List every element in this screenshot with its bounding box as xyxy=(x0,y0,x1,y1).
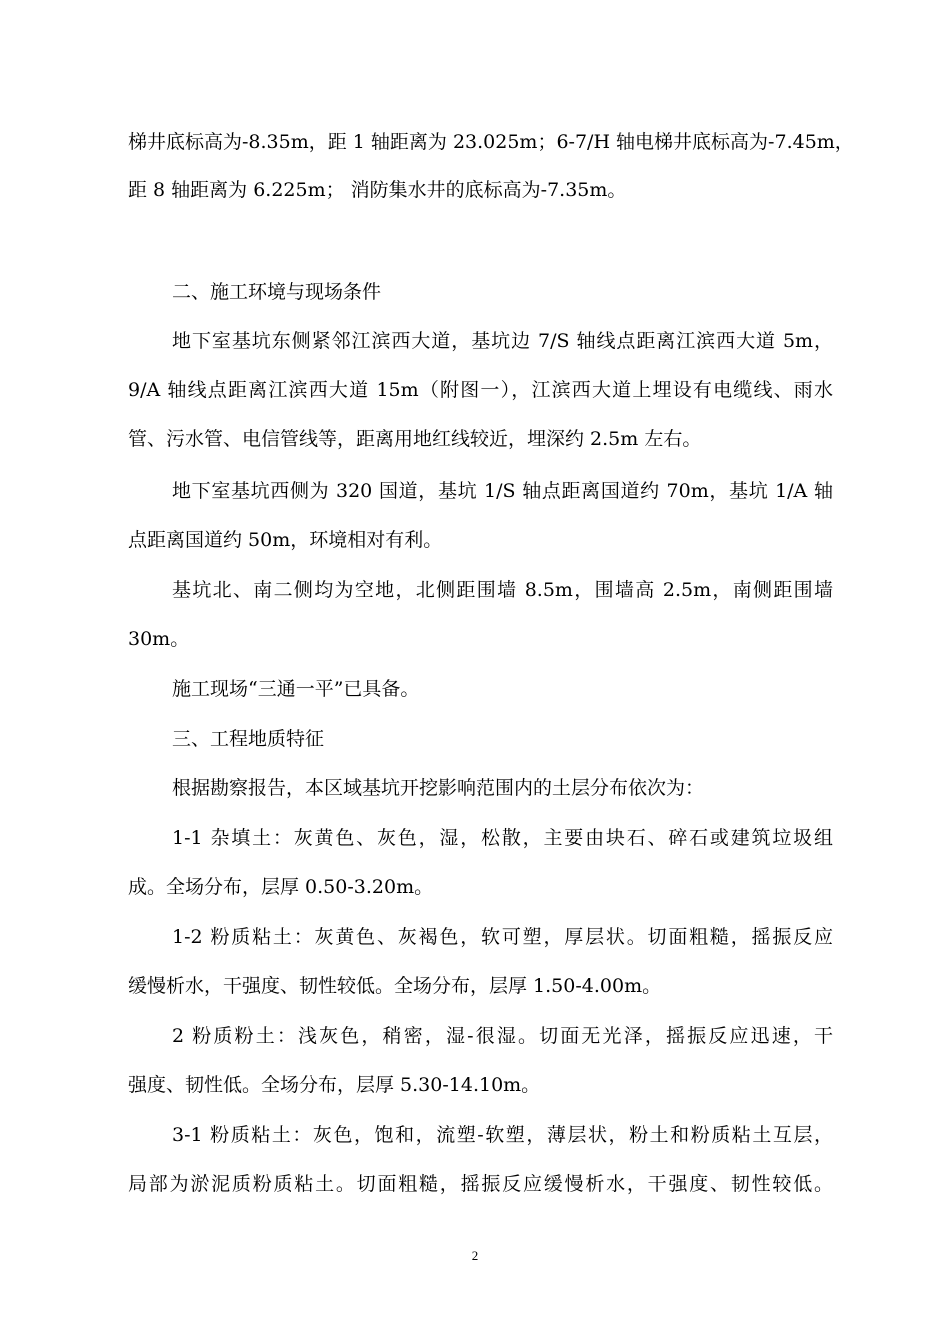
paragraph-line: 9/A 轴线点距离江滨西大道 15m（附图一），江滨西大道上埋设有电缆线、雨水 xyxy=(128,379,833,401)
section-heading: 二、施工环境与现场条件 xyxy=(172,281,382,303)
paragraph-line: 点距离国道约 50m，环境相对有利。 xyxy=(128,529,443,551)
soil-layer-line: 强度、韧性低。全场分布，层厚 5.30-14.10m。 xyxy=(128,1074,541,1096)
paragraph-line: 管、污水管、电信管线等，距离用地红线较近，埋深约 2.5m 左右。 xyxy=(128,428,702,450)
paragraph-line: 距 8 轴距离为 6.225m； 消防集水井的底标高为-7.35m。 xyxy=(128,179,627,201)
soil-layer-line: 1-2 粉质粘土：灰黄色、灰褐色，软可塑，厚层状。切面粗糙，摇振反应 xyxy=(172,926,833,948)
paragraph-line: 地下室基坑西侧为 320 国道，基坑 1/S 轴点距离国道约 70m，基坑 1/A 轴 xyxy=(172,480,833,502)
soil-layer-line: 局部为淤泥质粉质粘土。切面粗糙，摇振反应缓慢析水，干强度、韧性较低。 xyxy=(128,1173,833,1195)
paragraph-line: 地下室基坑东侧紧邻江滨西大道，基坑边 7/S 轴线点距离江滨西大道 5m， xyxy=(172,330,833,352)
paragraph-line: 梯井底标高为-8.35m，距 1 轴距离为 23.025m；6-7/H 轴电梯井底标高为-7.45m， xyxy=(128,131,854,153)
page-number: 2 xyxy=(471,1248,479,1263)
soil-layer-line: 1-1 杂填土：灰黄色、灰色，湿，松散，主要由块石、碎石或建筑垃圾组 xyxy=(172,827,833,849)
paragraph-line: 基坑北、南二侧均为空地，北侧距围墙 8.5m，围墙高 2.5m，南侧距围墙 xyxy=(172,579,833,601)
soil-layer-line: 缓慢析水，干强度、韧性较低。全场分布，层厚 1.50-4.00m。 xyxy=(128,975,662,997)
soil-layer-line: 成。全场分布，层厚 0.50-3.20m。 xyxy=(128,876,434,898)
soil-layer-line: 3-1 粉质粘土：灰色，饱和，流塑-软塑，薄层状，粉土和粉质粘土互层， xyxy=(172,1124,833,1146)
paragraph-line: 30m。 xyxy=(128,628,190,650)
paragraph-line: 施工现场“三通一平”已具备。 xyxy=(172,678,420,700)
paragraph-line: 根据勘察报告，本区域基坑开挖影响范围内的土层分布依次为： xyxy=(172,777,705,799)
soil-layer-line: 2 粉质粉土：浅灰色，稍密，湿-很湿。切面无光泽，摇振反应迅速，干 xyxy=(172,1025,833,1047)
section-heading: 三、工程地质特征 xyxy=(172,728,325,750)
